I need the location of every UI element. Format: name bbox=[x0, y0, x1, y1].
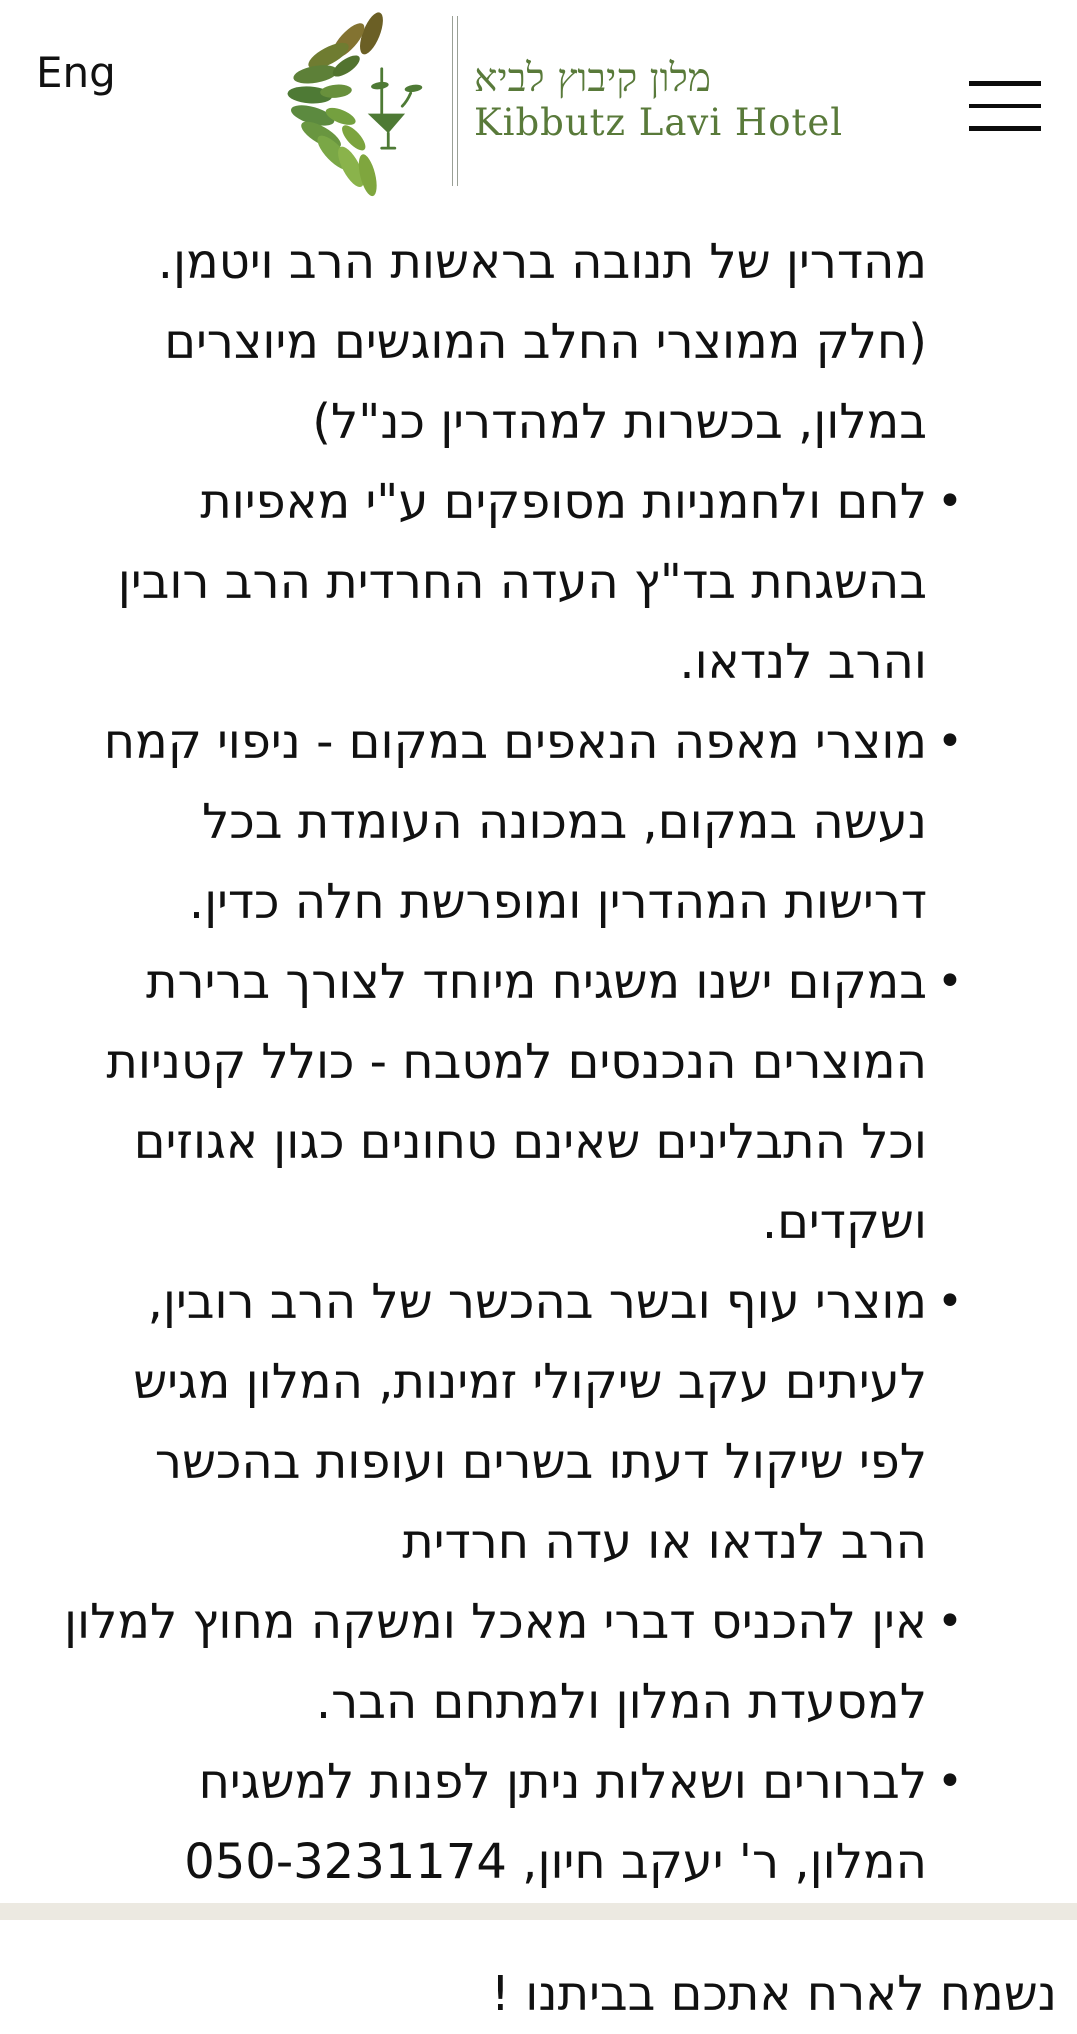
list-item: • במקום ישנו משגיח מיוחד לצורך ברירת המוצרים הנכנסים למטבח - כולל קטניות וכל התבלינים שאינם טחונים כגון אגוזים ושקדים. bbox=[58, 942, 927, 1262]
lion-leaves-logo-icon bbox=[252, 10, 448, 192]
list-item: • לחם ולחמניות מסופקים ע"י מאפיות בהשגחת בד"ץ העדה החרדית הרב רובין והרב לנדאו. bbox=[58, 462, 927, 702]
list-item: • לברורים ושאלות ניתן לפנות למשגיח המלון, ר' יעקב חיון, 050-3231174 bbox=[58, 1742, 927, 1902]
list-item: • מוצרי עוף ובשר בהכשר של הרב רובין, לעיתים עקב שיקולי זמינות, המלון מגיש לפי שיקול דעתו בשרים ועופות בהכשר הרב לנדאו או עדה חרדית bbox=[58, 1262, 927, 1582]
kashrut-bullet-list bbox=[58, 462, 927, 1902]
intro-paragraph: מהדרין של תנובה בראשות הרב ויטמן. (חלק ממוצרי החלב המוגשים מיוצרים במלון, בכשרות למהדרין כנ"ל) bbox=[157, 234, 927, 450]
list-item: • מוצרי מאפה הנאפים במקום - ניפוי קמח נעשה במקום, במכונה העומדת בכל דרישות המהדרין ומופרשת חלה כדין. bbox=[58, 702, 927, 942]
list-item: • אין להכניס דברי מאכל ומשקה מחוץ למלון למסעדת המלון ולמתחם הבר. bbox=[58, 1582, 927, 1742]
header bbox=[0, 0, 1077, 208]
footer-bar bbox=[0, 1903, 1077, 1920]
hotel-logo[interactable] bbox=[252, 8, 843, 194]
language-toggle-eng[interactable]: Eng bbox=[36, 48, 116, 97]
logo-divider bbox=[452, 16, 458, 186]
logo-english-name: Kibbutz Lavi Hotel bbox=[474, 101, 844, 144]
hamburger-menu-icon[interactable] bbox=[969, 80, 1041, 132]
closing-welcome-line: נשמח לארח אתכם בביתנו ! bbox=[490, 1966, 1057, 2022]
logo-hebrew-name: מלון קיבוץ לביא bbox=[474, 56, 711, 101]
kashrut-info-section bbox=[0, 222, 1077, 2034]
